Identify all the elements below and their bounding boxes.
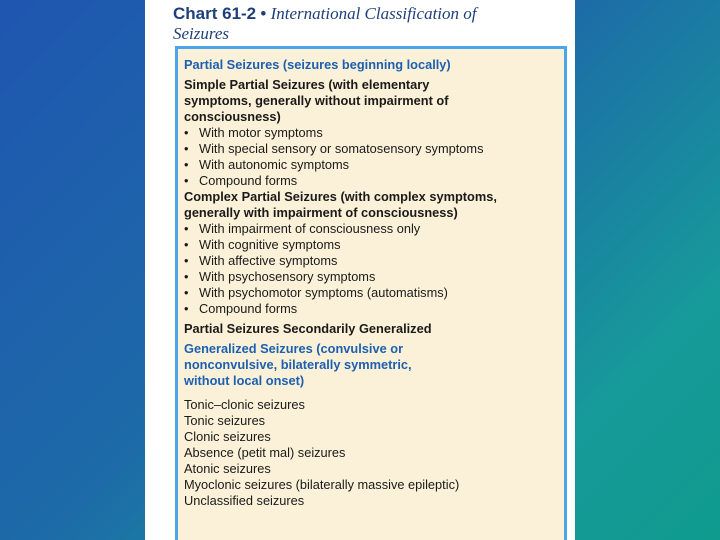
list-item: • With impairment of consciousness only [184, 221, 421, 236]
simple-heading-line: consciousness) [184, 109, 281, 124]
list-item: • Compound forms [184, 301, 298, 316]
list-item: • With special sensory or somatosensory symptoms [184, 141, 484, 156]
chart-title [173, 4, 563, 44]
list-item: • With autonomic symptoms [184, 157, 350, 172]
list-item: Unclassified seizures [184, 493, 305, 508]
chart-title-line2: Seizures [173, 24, 230, 43]
secondary-heading: Partial Seizures Secondarily Generalized [184, 321, 432, 336]
generalized-heading-line: Generalized Seizures (convulsive or [184, 341, 404, 356]
partial-heading: Partial Seizures (seizures beginning locally) [184, 57, 451, 72]
list-item: • With psychosensory symptoms [184, 269, 376, 284]
complex-heading-line: generally with impairment of consciousness) [184, 205, 458, 220]
list-item: Tonic seizures [184, 413, 266, 428]
title-bullet: • [260, 4, 267, 23]
chart-title-line1: International Classification of [270, 4, 477, 23]
classification-box [175, 46, 567, 540]
chart-number: Chart 61-2 [173, 4, 257, 23]
generalized-heading-line: nonconvulsive, bilaterally symmetric, [184, 357, 412, 372]
generalized-heading-line: without local onset) [184, 373, 305, 388]
list-item: Myoclonic seizures (bilaterally massive epileptic) [184, 477, 460, 492]
complex-heading-line: Complex Partial Seizures (with complex symptoms, [184, 189, 497, 204]
list-item: Clonic seizures [184, 429, 271, 444]
simple-heading-line: Simple Partial Seizures (with elementary [184, 77, 430, 92]
list-item: • With cognitive symptoms [184, 237, 341, 252]
list-item: • With affective symptoms [184, 253, 338, 268]
simple-heading-line: symptoms, generally without impairment of [184, 93, 449, 108]
list-item: • With motor symptoms [184, 125, 323, 140]
list-item: Atonic seizures [184, 461, 271, 476]
list-item: • Compound forms [184, 173, 298, 188]
list-item: Absence (petit mal) seizures [184, 445, 346, 460]
list-item: Tonic–clonic seizures [184, 397, 305, 412]
document-page [145, 0, 575, 540]
list-item: • With psychomotor symptoms (automatisms) [184, 285, 448, 300]
classification-content [184, 57, 554, 509]
